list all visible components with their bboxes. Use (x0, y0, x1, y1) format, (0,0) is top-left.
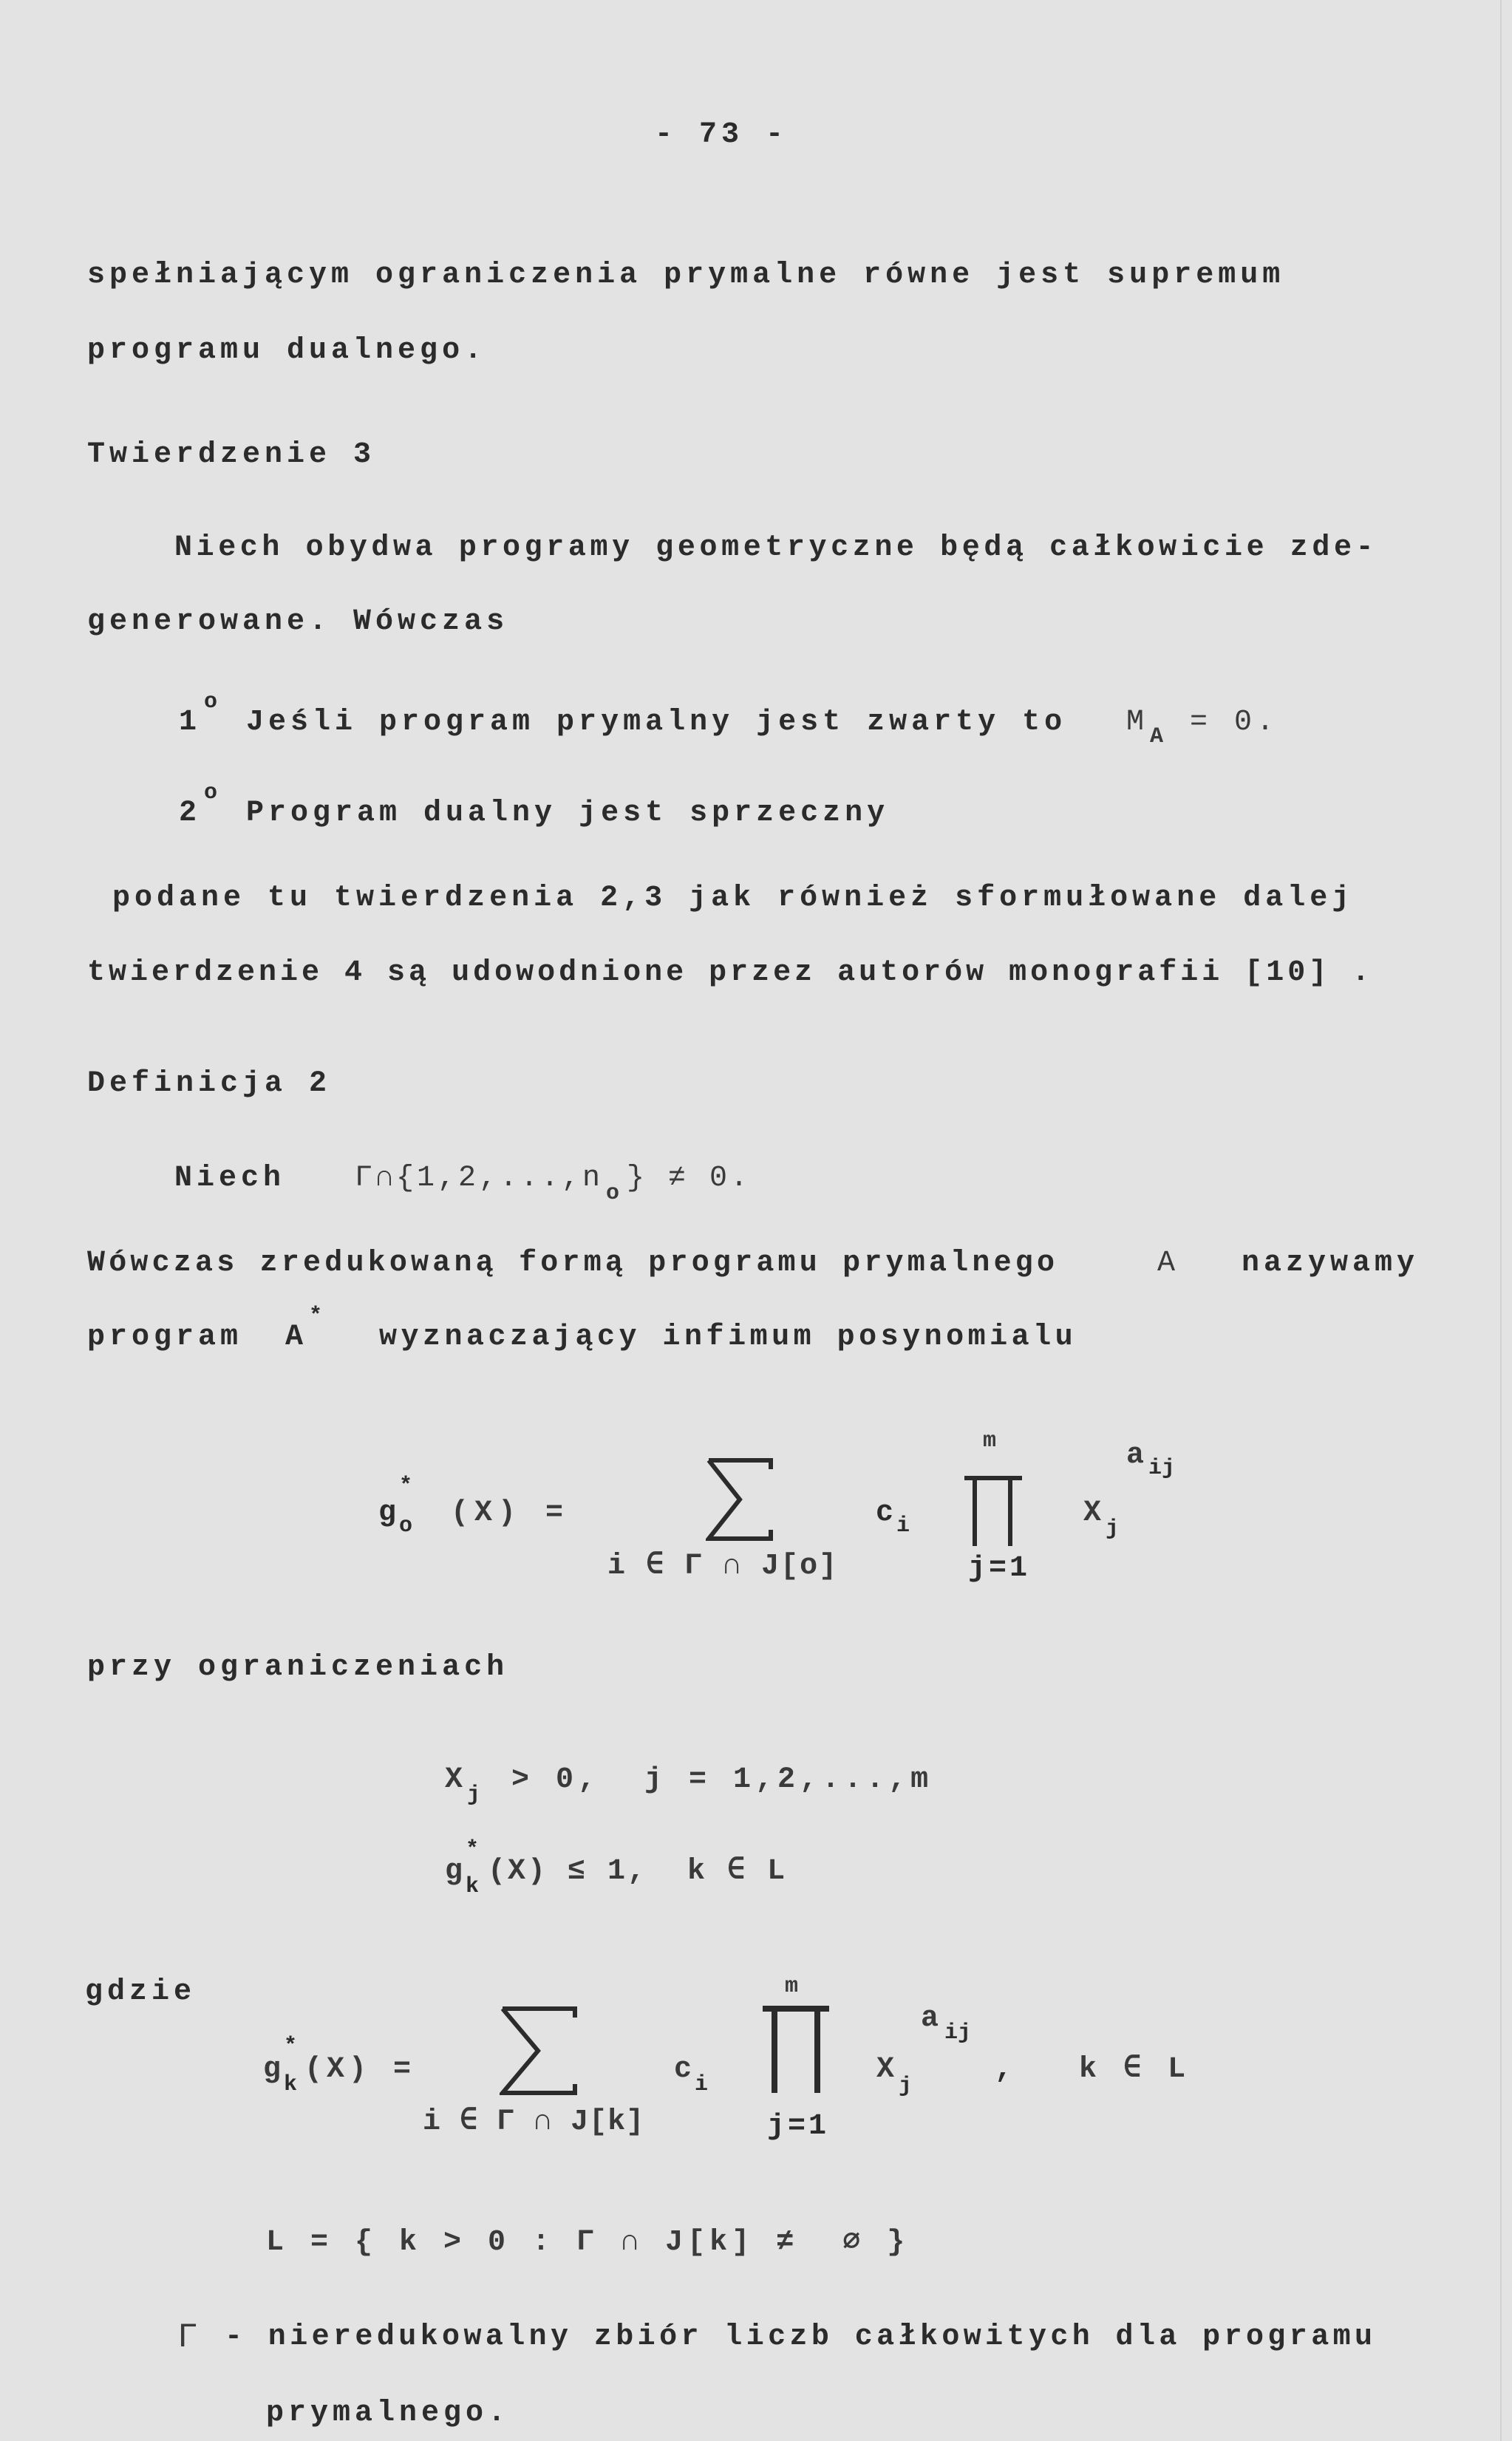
constraint-g: g (445, 1855, 466, 1888)
product-icon (963, 1475, 1024, 1548)
item-number: 2 (179, 797, 202, 830)
formula-x-sub: j (1106, 1516, 1120, 1542)
page-number: - 73 - (655, 118, 789, 152)
formula-c: c (876, 1497, 897, 1530)
math-condition-end: } ≠ 0. (627, 1162, 752, 1195)
formula-comma: , (995, 2053, 1016, 2086)
constraint-x: X (445, 1763, 466, 1797)
math-subscript: A (1150, 724, 1164, 749)
text-line: Niech obydwa programy geometryczne będą całkowicie zde- (174, 531, 1378, 565)
sum-icon (706, 1457, 774, 1542)
constraint-rest: (X) ≤ 1, k ∈ L (488, 1855, 788, 1888)
formula-star: * (399, 1474, 413, 1499)
formula-args: (X) = (304, 2053, 416, 2086)
text-line: podane tu twierdzenia 2,3 jak również sformułowane dalej (112, 882, 1355, 915)
formula-exponent: a (1126, 1439, 1148, 1472)
text-line: przy ograniczeniach (87, 1651, 509, 1684)
text-line: spełniającym ograniczenia prymalne równe jest supremum (87, 259, 1285, 292)
formula-c: c (674, 2053, 695, 2086)
degree-mark: o (204, 690, 218, 715)
formula-sub: k (284, 2072, 298, 2097)
sum-lower-limit: i ∈ Γ ∩ J[k] (423, 2105, 645, 2139)
formula-sub: o (399, 1514, 413, 1539)
star-mark: * (309, 1304, 323, 1329)
math-subscript: o (606, 1181, 620, 1206)
constraint-g-sub: k (466, 1874, 480, 1899)
sum-icon (500, 2006, 578, 2096)
formula-c-sub: i (896, 1514, 910, 1539)
text-line: prymalnego. (266, 2397, 511, 2430)
math-A: A (1157, 1247, 1180, 1280)
gamma-symbol: Γ (177, 2318, 202, 2357)
text-line: - nieredukowalny zbiór liczb całkowitych dla programu (225, 2321, 1377, 2354)
formula-g: g (263, 2053, 285, 2086)
formula-x-sub: j (899, 2074, 913, 2099)
formula-star: * (284, 2034, 298, 2059)
degree-mark: o (204, 780, 218, 806)
math-M: M (1126, 706, 1149, 739)
math-A-star: A (285, 1321, 308, 1354)
definition-heading: Definicja 2 (87, 1067, 332, 1100)
formula-exponent: a (921, 2002, 942, 2035)
constraint-rest: > 0, j = 1,2,...,m (511, 1763, 933, 1797)
text-line: wyznaczający infimum posynomialu (379, 1321, 1077, 1354)
text-line: programu dualnego. (87, 334, 487, 367)
text-line: nazywamy (1242, 1247, 1420, 1280)
text-line: gdzie (85, 1975, 197, 2009)
item-text: Jeśli program prymalny jest zwarty to (246, 706, 1067, 739)
text-line: generowane. Wówczas (87, 605, 509, 639)
set-L-definition: L = { k > 0 : Γ ∩ J[k] ≠ ∅ } (266, 2226, 910, 2259)
text-line: Niech (174, 1162, 286, 1195)
sum-lower-limit: i ∈ Γ ∩ J[o] (607, 1550, 839, 1583)
prod-lower-limit: j=1 (767, 2110, 830, 2143)
page-edge (1500, 0, 1502, 2441)
formula-g: g (378, 1497, 400, 1530)
constraint-x-sub: j (467, 1783, 481, 1808)
product-icon (761, 2004, 831, 2094)
theorem-heading: Twierdzenie 3 (87, 438, 376, 471)
prod-upper-limit: m (983, 1429, 1000, 1454)
text-line: program (87, 1321, 243, 1354)
item-number: 1 (179, 706, 202, 739)
text-line: twierdzenie 4 są udowodnione przez autorów monografii [10] . (87, 956, 1374, 990)
item-text: Program dualny jest sprzeczny (246, 797, 890, 830)
formula-exponent-sub: ij (944, 2020, 972, 2046)
prod-upper-limit: m (785, 1974, 802, 1999)
math-condition: Γ∩{1,2,...,n (355, 1162, 604, 1195)
text-line: Wówczas zredukowaną formą programu prymalnego (87, 1247, 1059, 1280)
formula-args: (X) = (451, 1497, 570, 1530)
formula-exponent-sub: ij (1148, 1456, 1176, 1481)
constraint-star: * (466, 1837, 480, 1862)
math-equals-zero: = 0. (1190, 706, 1279, 739)
formula-x: X (876, 2053, 898, 2086)
formula-c-sub: i (695, 2072, 709, 2097)
formula-x: X (1083, 1497, 1105, 1530)
prod-lower-limit: j=1 (968, 1552, 1031, 1585)
formula-domain: k ∈ L (1079, 2053, 1191, 2086)
